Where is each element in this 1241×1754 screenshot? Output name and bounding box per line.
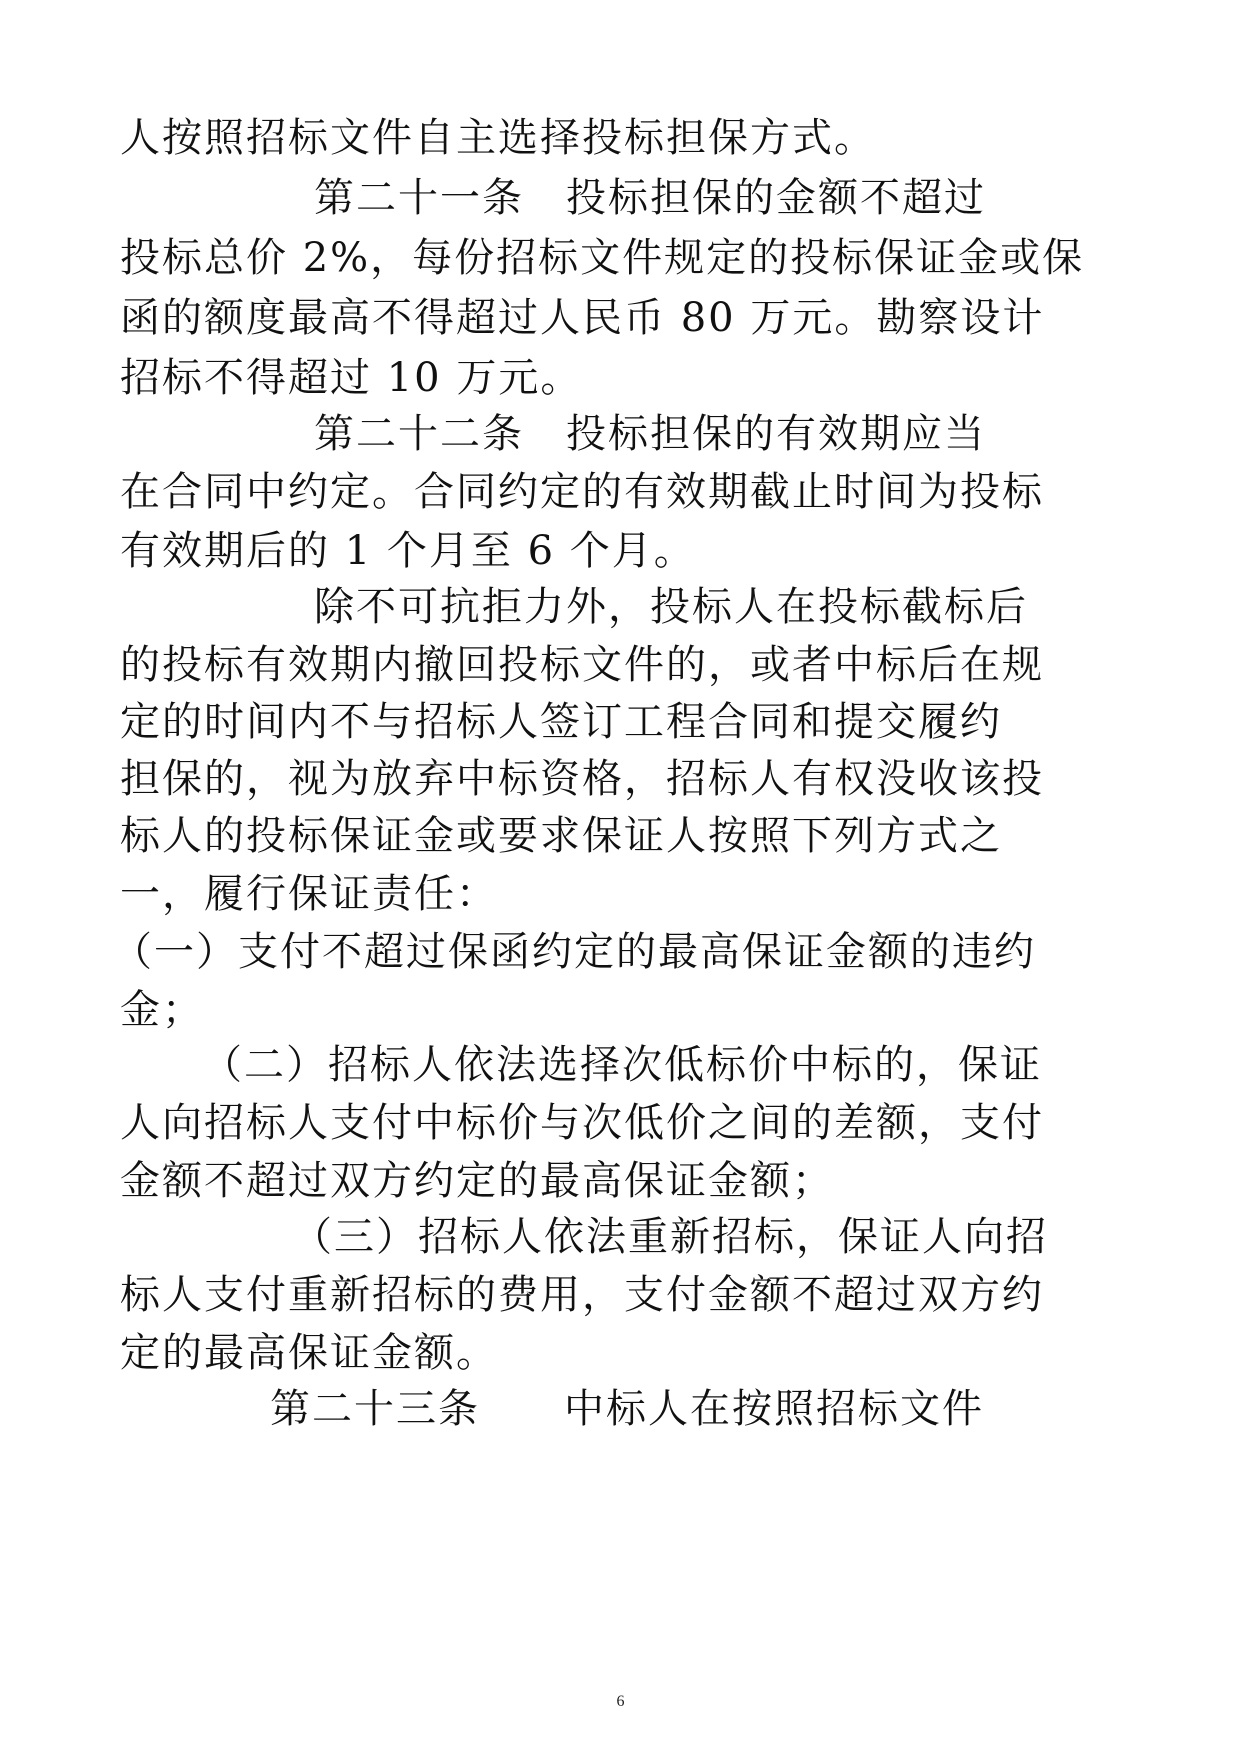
- text-line: 有效期后的 1 个月至 6 个月。: [120, 528, 696, 574]
- text-line: 定的时间内不与招标人签订工程合同和提交履约: [120, 699, 1002, 745]
- text-line: 金额不超过双方约定的最高保证金额；: [120, 1158, 834, 1204]
- article-23-heading-line: 第二十三条 中标人在按照招标文件: [270, 1386, 984, 1432]
- text-line: 标人的投标保证金或要求保证人按照下列方式之: [120, 813, 1002, 859]
- text-line: 人向招标人支付中标价与次低价之间的差额，支付: [120, 1100, 1044, 1146]
- page-number: 6: [616, 1693, 625, 1710]
- text-line: 一，履行保证责任：: [120, 871, 498, 917]
- text-line: 金；: [120, 987, 204, 1033]
- text-line: 担保的，视为放弃中标资格，招标人有权没收该投: [120, 756, 1044, 802]
- text-line: 投标总价 2%，每份招标文件规定的投标保证金或保: [120, 235, 1085, 281]
- article-22-heading-line: 第二十二条 投标担保的有效期应当: [314, 411, 986, 457]
- text-line: 的投标有效期内撤回投标文件的，或者中标后在规: [120, 642, 1044, 688]
- text-line: 人按照招标文件自主选择投标担保方式。: [120, 115, 876, 161]
- text-line: 定的最高保证金额。: [120, 1330, 498, 1376]
- list-item-2-line: （二）招标人依法选择次低标价中标的，保证: [202, 1042, 1042, 1088]
- text-line: 标人支付重新招标的费用，支付金额不超过双方约: [120, 1272, 1044, 1318]
- list-item-3-line: （三）招标人依法重新招标，保证人向招: [292, 1214, 1048, 1260]
- paragraph-start-line: 除不可抗拒力外，投标人在投标截标后: [314, 584, 1028, 630]
- text-line: 函的额度最高不得超过人民币 80 万元。勘察设计: [120, 295, 1045, 341]
- article-21-heading-line: 第二十一条 投标担保的金额不超过: [314, 175, 986, 221]
- text-line: 在合同中约定。合同约定的有效期截止时间为投标: [120, 469, 1044, 515]
- list-item-1-line: （一）支付不超过保函约定的最高保证金额的违约: [112, 929, 1036, 975]
- text-line: 招标不得超过 10 万元。: [120, 355, 583, 401]
